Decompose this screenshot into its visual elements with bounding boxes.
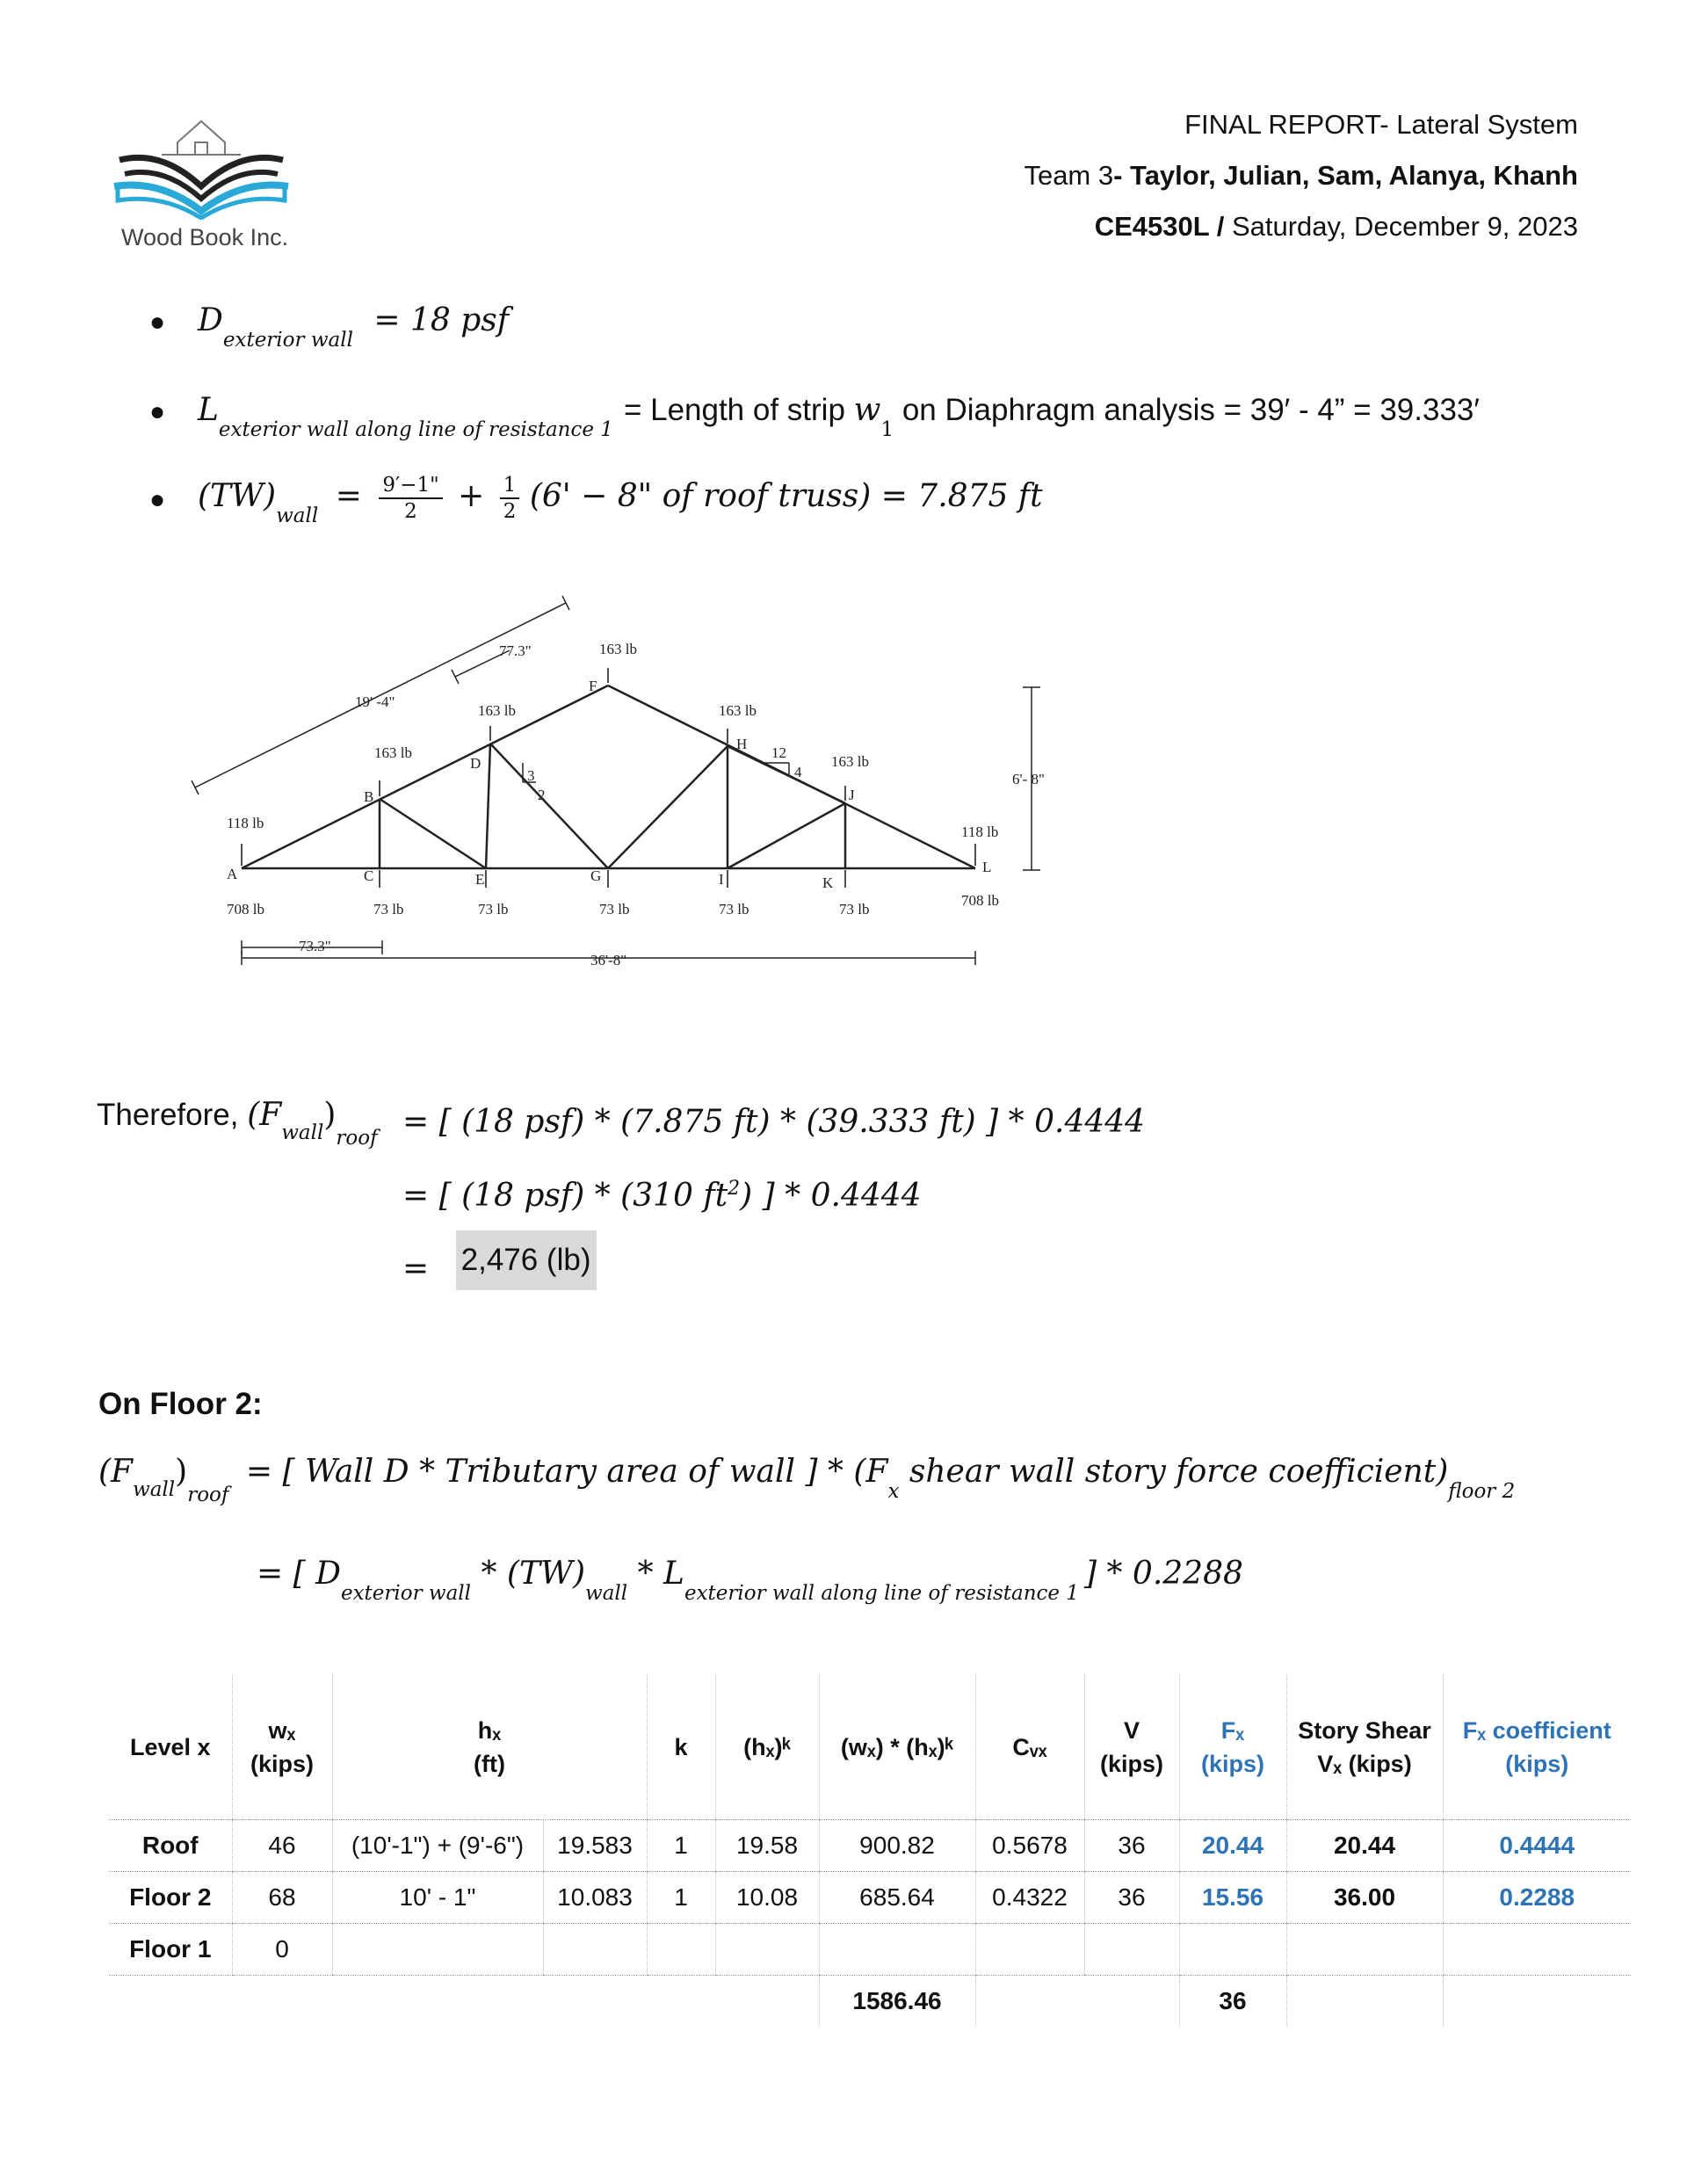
f2-rhs1-sub: floor 2 [1448, 1480, 1516, 1503]
web-slope-3: 3 [527, 767, 535, 784]
cell-k: 1 [647, 1872, 715, 1924]
floor2-formula-line2 [257, 1556, 1243, 1605]
frac1-den: 2 [404, 500, 417, 523]
th-hx-label: hₓ [477, 1716, 502, 1744]
load-label: 163 lb [719, 702, 757, 719]
logo-text: Wood Book Inc. [121, 224, 289, 250]
var-w-sub: 1 [880, 418, 894, 441]
cell-fx-coefficient: 0.2288 [1443, 1872, 1631, 1924]
var-tw: (TW) [198, 478, 277, 514]
eq3-equals: = [402, 1251, 430, 1287]
f2-rhs2-sub1: exterior wall [340, 1582, 472, 1605]
dim-height: 6'- 8" [1012, 771, 1045, 787]
calc-roof-eq1: = [ (18 psf) * (7.875 ft) * (39.333 ft) ] * 0.4444 [402, 1104, 1146, 1140]
length-text-b: on Diaphragm analysis = 39′ - 4” = 39.333′ [894, 393, 1480, 427]
th-level: Level x [109, 1674, 232, 1820]
dim-panel: 77.3" [499, 642, 532, 659]
f2-rhs1-x: x [887, 1480, 900, 1503]
eq2-sup: 2 [728, 1178, 741, 1200]
book-house-logo-icon [109, 105, 293, 220]
truss-web [486, 744, 490, 868]
node-label: F [589, 678, 597, 694]
f2-rhs2-b: * (TW) [471, 1556, 586, 1592]
web-slope-2: 2 [538, 787, 546, 803]
fraction-height [379, 473, 442, 524]
node-label: E [475, 871, 485, 888]
truss-web [608, 746, 728, 868]
node-label: L [982, 859, 992, 875]
th-k: k [647, 1674, 715, 1820]
cell-wx: 68 [232, 1872, 332, 1924]
th-wxhxk: (wₓ) * (hₓ)ᵏ [819, 1674, 975, 1820]
th-wx-unit: (kips) [250, 1750, 314, 1777]
f2-lhs: (F [98, 1454, 134, 1490]
frac2-den: 2 [503, 500, 517, 523]
cell-total-wxhxk: 1586.46 [819, 1976, 975, 2028]
tw-equals: = [335, 478, 362, 514]
th-v-unit: (kips) [1099, 1750, 1163, 1777]
f-var: (F [247, 1097, 282, 1133]
th-ss-label: Story Shear [1298, 1716, 1431, 1744]
th-v [1084, 1674, 1179, 1820]
f2-lhs-roof: roof [187, 1484, 229, 1506]
th-fxc-unit: (kips) [1505, 1750, 1569, 1777]
cell-hx-expr: 10' - 1" [332, 1872, 543, 1924]
cell-hx: 19.583 [543, 1820, 647, 1872]
f2-lhs-wall: wall [133, 1478, 176, 1501]
story-force-table [109, 1674, 1631, 2027]
load-label: 73 lb [478, 901, 509, 918]
node-label: K [822, 874, 834, 891]
bullet-length [198, 392, 1480, 441]
truss-web [380, 799, 486, 868]
report-title: FINAL REPORT- Lateral System [1184, 109, 1578, 140]
cell-hxk: 19.58 [715, 1820, 819, 1872]
cell-fx: 15.56 [1179, 1872, 1286, 1924]
f2-rhs2-d: ] * 0.2288 [1083, 1556, 1243, 1592]
bullet-tributary-width [198, 473, 1043, 527]
reaction-label: 708 lb [961, 892, 999, 909]
th-wx [232, 1674, 332, 1820]
sub-line-resistance: exterior wall along line of resistance 1 [218, 418, 613, 441]
company-logo [109, 105, 293, 250]
node-label: I [719, 871, 724, 888]
slope-rise: 4 [794, 764, 802, 780]
load-label: 118 lb [227, 815, 264, 831]
tw-plus: + [458, 478, 485, 514]
reaction-label: 708 lb [227, 901, 264, 918]
load-label: 118 lb [961, 824, 999, 840]
cell-cvx: 0.4322 [975, 1872, 1084, 1924]
node-label: J [849, 787, 855, 803]
calc-roof-eq3 [402, 1230, 597, 1290]
load-label: 163 lb [374, 744, 412, 761]
sub-wall: wall [276, 504, 319, 527]
load-label: 73 lb [599, 901, 630, 918]
roof-truss-diagram [185, 580, 1063, 976]
cell-cvx: 0.5678 [975, 1820, 1084, 1872]
f2-rhs2-c: * L [627, 1556, 684, 1592]
table-row [109, 1924, 1631, 1976]
load-label: 163 lb [478, 702, 516, 719]
cell-story-shear: 20.44 [1286, 1820, 1443, 1872]
truss-web [728, 803, 845, 868]
load-label: 73 lb [373, 901, 404, 918]
node-label: C [364, 867, 374, 884]
cell-hxk: 10.08 [715, 1872, 819, 1924]
node-label: A [227, 866, 238, 882]
th-fx-label: Fₓ [1220, 1716, 1245, 1744]
table-total-row [109, 1976, 1631, 2028]
cell-story-shear: 36.00 [1286, 1872, 1443, 1924]
cell-wxhxk: 685.64 [819, 1872, 975, 1924]
bullet-dead-load [198, 302, 510, 352]
f2-rhs2-a: = [ D [257, 1556, 341, 1592]
var-w: w [853, 392, 881, 428]
th-wx-label: wₓ [268, 1716, 296, 1744]
truss-web [490, 744, 608, 868]
th-hx [332, 1674, 647, 1820]
node-label: B [364, 788, 374, 805]
f2-rhs2-sub2: wall [585, 1582, 628, 1605]
calc-roof-eq2 [402, 1178, 922, 1214]
cell-total-fx: 36 [1179, 1976, 1286, 2028]
load-label: 163 lb [599, 641, 637, 657]
cell-v: 36 [1084, 1872, 1179, 1924]
cell-wxhxk: 900.82 [819, 1820, 975, 1872]
course-date-line [1095, 211, 1578, 243]
cell-hx-expr: (10'-1") + (9'-6") [332, 1820, 543, 1872]
cell-fx: 20.44 [1179, 1820, 1286, 1872]
team-members: - Taylor, Julian, Sam, Alanya, Khanh [1113, 160, 1578, 191]
floor2-formula-line1: $(F_{wall})_{roof}$ = [ Wall D * Tributary area of wall ] * ($F_x$ shear wall story force $coefficient)_{floor 2}$ [98, 1454, 1516, 1506]
f2-rhs1-b: shear wall story force coefficient) [899, 1454, 1449, 1490]
team-line [1024, 160, 1578, 192]
truss-web [728, 746, 845, 803]
load-label: 73 lb [719, 901, 749, 918]
cell-level: Floor 1 [109, 1924, 232, 1976]
load-label: 73 lb [839, 901, 870, 918]
node-label: D [470, 755, 481, 772]
length-text-a: = Length of strip [623, 393, 854, 427]
load-label: 163 lb [831, 753, 869, 770]
eq2-b: ) ] * 0.4444 [740, 1178, 922, 1214]
f-wall-sub: wall [281, 1121, 324, 1144]
calc-roof-line1: Therefore, (Fwall)roof [97, 1097, 378, 1150]
node-label: G [590, 867, 602, 884]
therefore-text: Therefore, [97, 1098, 248, 1132]
cell-hx: 10.083 [543, 1872, 647, 1924]
floor2-heading: On Floor 2: [98, 1387, 263, 1421]
var-l: L [198, 392, 219, 428]
cell-k: 1 [647, 1820, 715, 1872]
th-cvx: Cᵥₓ [975, 1674, 1084, 1820]
th-ss-unit: Vₓ (kips) [1317, 1750, 1412, 1777]
th-fxc-label: Fₓ coefficient [1462, 1716, 1611, 1744]
team-label: Team 3 [1024, 160, 1114, 191]
frac1-num: 9′−1" [379, 473, 442, 499]
dead-load-value: = 18 psf [373, 302, 510, 338]
cell-level: Floor 2 [109, 1872, 232, 1924]
th-v-label: V [1123, 1716, 1140, 1744]
cell-fx-coefficient: 0.4444 [1443, 1820, 1631, 1872]
truss-top-chord-left [242, 686, 608, 868]
th-fx [1179, 1674, 1286, 1820]
table-header-row [109, 1674, 1631, 1820]
roof-wall-force-result: 2,476 (lb) [456, 1230, 597, 1290]
cell-wx: 0 [232, 1924, 332, 1976]
slope-run: 12 [771, 744, 786, 761]
bullet-dot-icon: ● [149, 397, 166, 426]
frac2-num: 1 [500, 473, 520, 499]
bullet-dot-icon: ● [149, 485, 166, 514]
var-d: D [198, 302, 223, 338]
th-hx-unit: (ft) [474, 1750, 505, 1777]
dim-top-chord: 19' -4" [355, 693, 395, 710]
f2-rhs2-sub3: exterior wall along line of resistance 1 [684, 1582, 1079, 1605]
table-row [109, 1872, 1631, 1924]
bullet-dot-icon: ● [149, 308, 166, 337]
cell-wx: 46 [232, 1820, 332, 1872]
th-fx-unit: (kips) [1200, 1750, 1264, 1777]
dim-span: 36'-8" [590, 952, 627, 969]
cell-v: 36 [1084, 1820, 1179, 1872]
f-roof-sub: roof [336, 1127, 378, 1150]
tw-rest: (6' − 8" of roof truss) = 7.875 ft [529, 478, 1043, 514]
course-code: CE4530L / [1094, 211, 1225, 242]
cell-level: Roof [109, 1820, 232, 1872]
node-label: H [736, 736, 748, 752]
sub-exterior-wall: exterior wall [222, 329, 353, 352]
table-row [109, 1820, 1631, 1872]
th-hxk: (hₓ)ᵏ [715, 1674, 819, 1820]
fraction-half [500, 473, 520, 524]
eq2-a: = [ (18 psf) * (310 ft [402, 1178, 728, 1214]
th-fx-coefficient [1443, 1674, 1631, 1820]
dim-bottom-panel: 73.3" [299, 938, 331, 954]
th-story-shear [1286, 1674, 1443, 1820]
f2-rhs1: = [ Wall D * Tributary area of wall ] * (F [245, 1454, 888, 1490]
report-date: Saturday, December 9, 2023 [1224, 211, 1578, 242]
